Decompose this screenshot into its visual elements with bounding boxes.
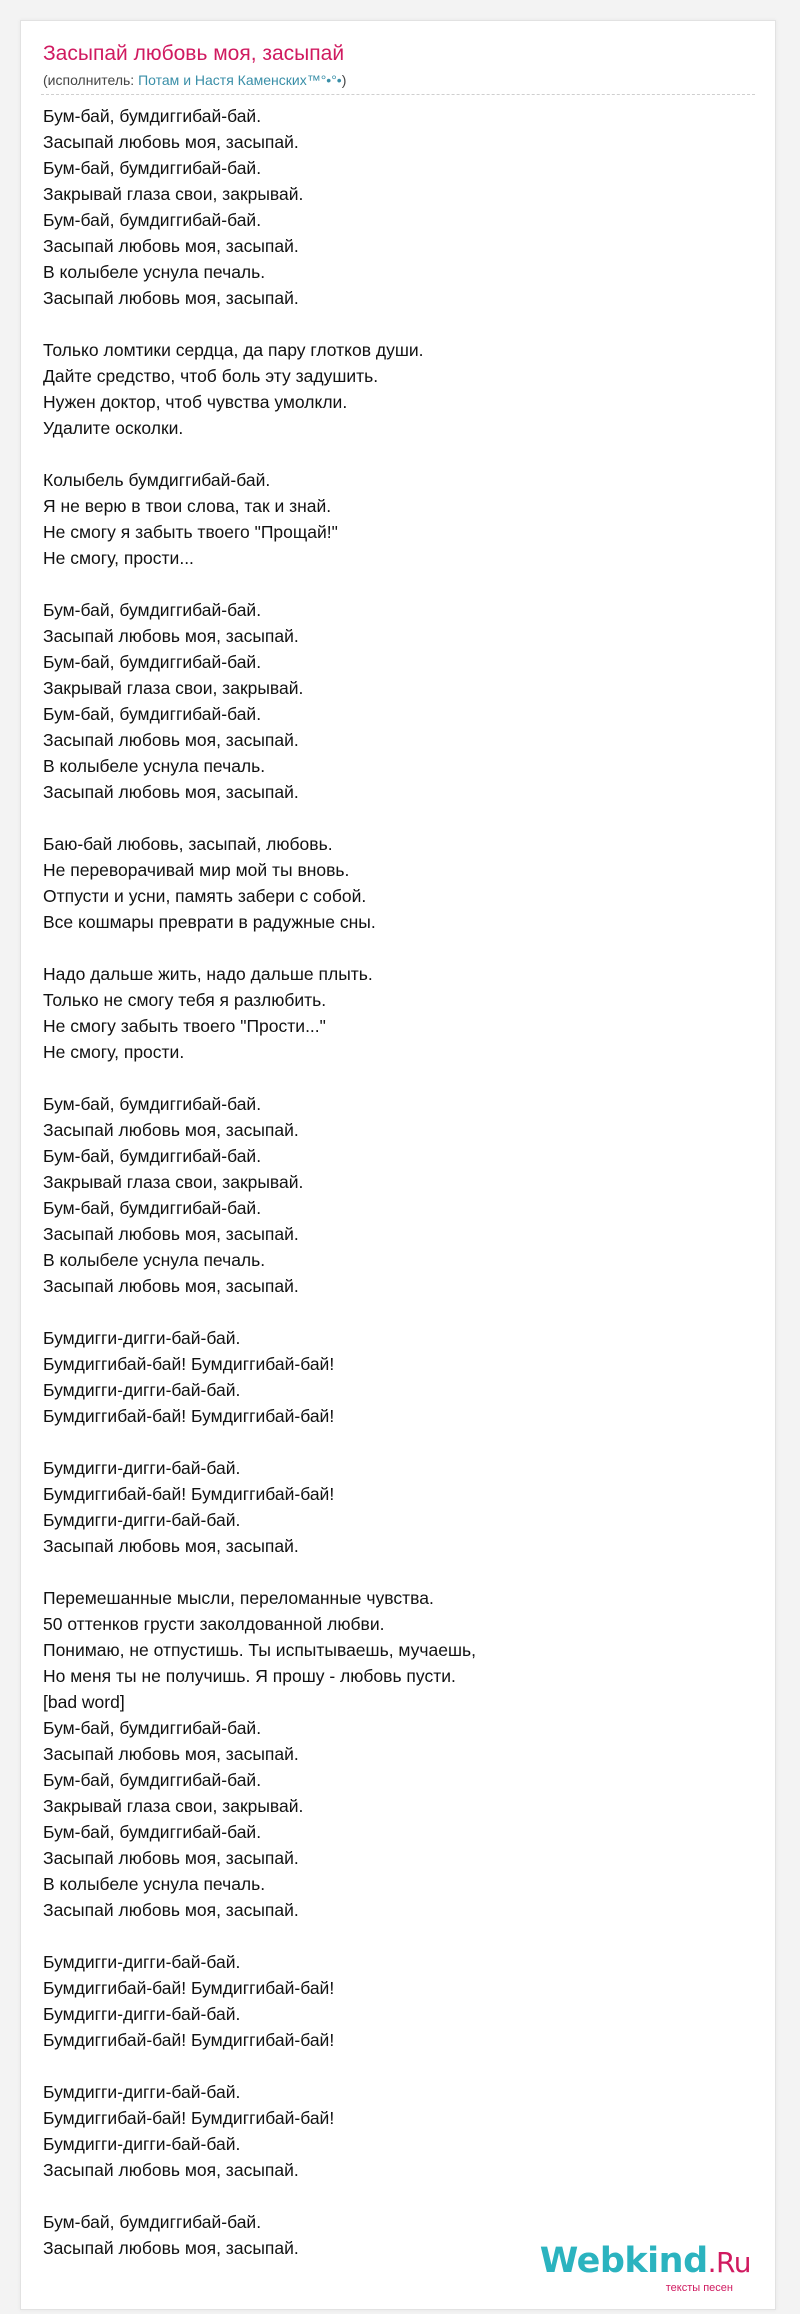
logo-tagline: тексты песен bbox=[665, 2282, 733, 2294]
lyric-line: Я не верю в твои слова, так и знай. bbox=[43, 496, 332, 516]
lyric-line: Не смогу, прости... bbox=[43, 548, 194, 568]
lyric-line: Перемешанные мысли, переломанные чувства. bbox=[43, 1588, 434, 1608]
lyric-line: В колыбеле уснула печаль. bbox=[43, 1250, 266, 1270]
lyric-line: Не смогу я забыть твоего "Прощай!" bbox=[43, 522, 338, 542]
lyrics-stanza bbox=[43, 831, 753, 935]
lyric-line: Бум-бай, бумдиггибай-бай. bbox=[43, 1718, 262, 1738]
lyric-line: Не смогу, прости. bbox=[43, 1042, 185, 1062]
lyric-line: Бумдиггибай-бай! Бумдиггибай-бай! bbox=[43, 1484, 335, 1504]
song-header bbox=[43, 41, 753, 90]
lyric-line: Засыпай любовь моя, засыпай. bbox=[43, 288, 299, 308]
artist-link[interactable]: Потам и Настя Каменских™°•°• bbox=[138, 72, 342, 88]
lyric-line: Засыпай любовь моя, засыпай. bbox=[43, 1120, 299, 1140]
lyric-line: В колыбеле уснула печаль. bbox=[43, 1874, 266, 1894]
lyric-line: Бумдиггибай-бай! Бумдиггибай-бай! bbox=[43, 1406, 335, 1426]
lyric-line: Засыпай любовь моя, засыпай. bbox=[43, 2160, 299, 2180]
lyric-line: Нужен доктор, чтоб чувства умолкли. bbox=[43, 392, 348, 412]
lyric-line: 50 оттенков грусти заколдованной любви. bbox=[43, 1614, 385, 1634]
lyric-line: Бумдиггибай-бай! Бумдиггибай-бай! bbox=[43, 1354, 335, 1374]
lyric-line: Засыпай любовь моя, засыпай. bbox=[43, 1536, 299, 1556]
lyric-line: Засыпай любовь моя, засыпай. bbox=[43, 236, 299, 256]
song-title: Засыпай любовь моя, засыпай bbox=[43, 42, 345, 65]
lyrics-stanza bbox=[43, 1949, 753, 2053]
lyric-line: Все кошмары преврати в радужные сны. bbox=[43, 912, 376, 932]
lyric-line: Бум-бай, бумдиггибай-бай. bbox=[43, 1822, 262, 1842]
lyric-line: Бумдигги-дигги-бай-бай. bbox=[43, 2082, 241, 2102]
lyric-line: Отпусти и усни, память забери с собой. bbox=[43, 886, 367, 906]
lyric-line: Не смогу забыть твоего "Прости..." bbox=[43, 1016, 326, 1036]
lyric-line: Закрывай глаза свои, закрывай. bbox=[43, 1172, 304, 1192]
lyric-line: Бумдигги-дигги-бай-бай. bbox=[43, 2134, 241, 2154]
lyric-line: Бум-бай, бумдиггибай-бай. bbox=[43, 210, 262, 230]
lyrics-stanza bbox=[43, 1325, 753, 1429]
lyric-line: Понимаю, не отпустишь. Ты испытываешь, мучаешь, bbox=[43, 1640, 476, 1660]
lyric-line: Бумдигги-дигги-бай-бай. bbox=[43, 1458, 241, 1478]
performer-prefix: (исполнитель: bbox=[43, 72, 139, 88]
performer-suffix: ) bbox=[341, 72, 347, 88]
logo-tld: .Ru bbox=[707, 2246, 751, 2279]
lyric-line: Закрывай глаза свои, закрывай. bbox=[43, 678, 304, 698]
lyric-line: Засыпай любовь моя, засыпай. bbox=[43, 132, 299, 152]
performer-line bbox=[43, 70, 753, 90]
lyric-line: В колыбеле уснула печаль. bbox=[43, 262, 266, 282]
lyric-line: Бум-бай, бумдиггибай-бай. bbox=[43, 158, 262, 178]
header-divider bbox=[41, 94, 755, 95]
lyric-line: Засыпай любовь моя, засыпай. bbox=[43, 626, 299, 646]
lyric-line: Бум-бай, бумдиггибай-бай. bbox=[43, 2212, 262, 2232]
lyric-line: Бумдиггибай-бай! Бумдиггибай-бай! bbox=[43, 1978, 335, 1998]
lyrics-stanza bbox=[43, 103, 753, 311]
logo-wordmark bbox=[540, 2242, 751, 2282]
lyric-line: Бум-бай, бумдиггибай-бай. bbox=[43, 1146, 262, 1166]
lyric-line: Бумдигги-дигги-бай-бай. bbox=[43, 1380, 241, 1400]
lyric-line: Закрывай глаза свои, закрывай. bbox=[43, 1796, 304, 1816]
lyric-line: Бум-бай, бумдиггибай-бай. bbox=[43, 1770, 262, 1790]
lyric-line: Засыпай любовь моя, засыпай. bbox=[43, 730, 299, 750]
lyric-line: Бумдиггибай-бай! Бумдиггибай-бай! bbox=[43, 2108, 335, 2128]
lyric-line: Бум-бай, бумдиггибай-бай. bbox=[43, 106, 262, 126]
lyric-line: Колыбель бумдиггибай-бай. bbox=[43, 470, 271, 490]
lyric-line: Засыпай любовь моя, засыпай. bbox=[43, 1224, 299, 1244]
lyric-line: Бум-бай, бумдиггибай-бай. bbox=[43, 652, 262, 672]
lyrics-card bbox=[20, 20, 776, 2310]
lyric-line: Засыпай любовь моя, засыпай. bbox=[43, 1744, 299, 1764]
lyric-line: Засыпай любовь моя, засыпай. bbox=[43, 782, 299, 802]
lyric-line: Надо дальше жить, надо дальше плыть. bbox=[43, 964, 373, 984]
lyrics-stanza bbox=[43, 961, 753, 1065]
lyric-line: Засыпай любовь моя, засыпай. bbox=[43, 2238, 299, 2258]
lyric-line: Только не смогу тебя я разлюбить. bbox=[43, 990, 327, 1010]
lyrics-stanza bbox=[43, 1585, 753, 1923]
lyric-line: Бум-бай, бумдиггибай-бай. bbox=[43, 1094, 262, 1114]
lyric-line: Засыпай любовь моя, засыпай. bbox=[43, 1848, 299, 1868]
lyric-line: Бум-бай, бумдиггибай-бай. bbox=[43, 704, 262, 724]
lyrics-stanza bbox=[43, 597, 753, 805]
lyrics-stanza bbox=[43, 1091, 753, 1299]
lyrics-stanza bbox=[43, 467, 753, 571]
lyric-line: Бумдигги-дигги-бай-бай. bbox=[43, 1952, 241, 1972]
lyric-line: Только ломтики сердца, да пару глотков души. bbox=[43, 340, 424, 360]
lyric-line: Баю-бай любовь, засыпай, любовь. bbox=[43, 834, 333, 854]
lyrics-stanza bbox=[43, 2079, 753, 2183]
lyric-line: Бумдигги-дигги-бай-бай. bbox=[43, 1328, 241, 1348]
lyric-line: Засыпай любовь моя, засыпай. bbox=[43, 1276, 299, 1296]
lyric-line: Бумдигги-дигги-бай-бай. bbox=[43, 1510, 241, 1530]
lyrics-stanza bbox=[43, 1455, 753, 1559]
lyric-line: Засыпай любовь моя, засыпай. bbox=[43, 1900, 299, 1920]
lyric-line: [bad word] bbox=[43, 1692, 125, 1712]
lyric-line: Но меня ты не получишь. Я прошу - любовь пусти. bbox=[43, 1666, 456, 1686]
lyric-line: Не переворачивай мир мой ты вновь. bbox=[43, 860, 350, 880]
logo-main-text: Webkind bbox=[539, 2241, 708, 2281]
lyric-line: В колыбеле уснула печаль. bbox=[43, 756, 266, 776]
site-logo[interactable] bbox=[540, 2242, 751, 2295]
lyrics-text bbox=[43, 103, 753, 2287]
lyric-line: Бум-бай, бумдиггибай-бай. bbox=[43, 1198, 262, 1218]
lyric-line: Бумдигги-дигги-бай-бай. bbox=[43, 2004, 241, 2024]
lyric-line: Удалите осколки. bbox=[43, 418, 184, 438]
lyric-line: Дайте средство, чтоб боль эту задушить. bbox=[43, 366, 379, 386]
lyric-line: Закрывай глаза свои, закрывай. bbox=[43, 184, 304, 204]
lyric-line: Бум-бай, бумдиггибай-бай. bbox=[43, 600, 262, 620]
lyric-line: Бумдиггибай-бай! Бумдиггибай-бай! bbox=[43, 2030, 335, 2050]
lyrics-stanza bbox=[43, 337, 753, 441]
